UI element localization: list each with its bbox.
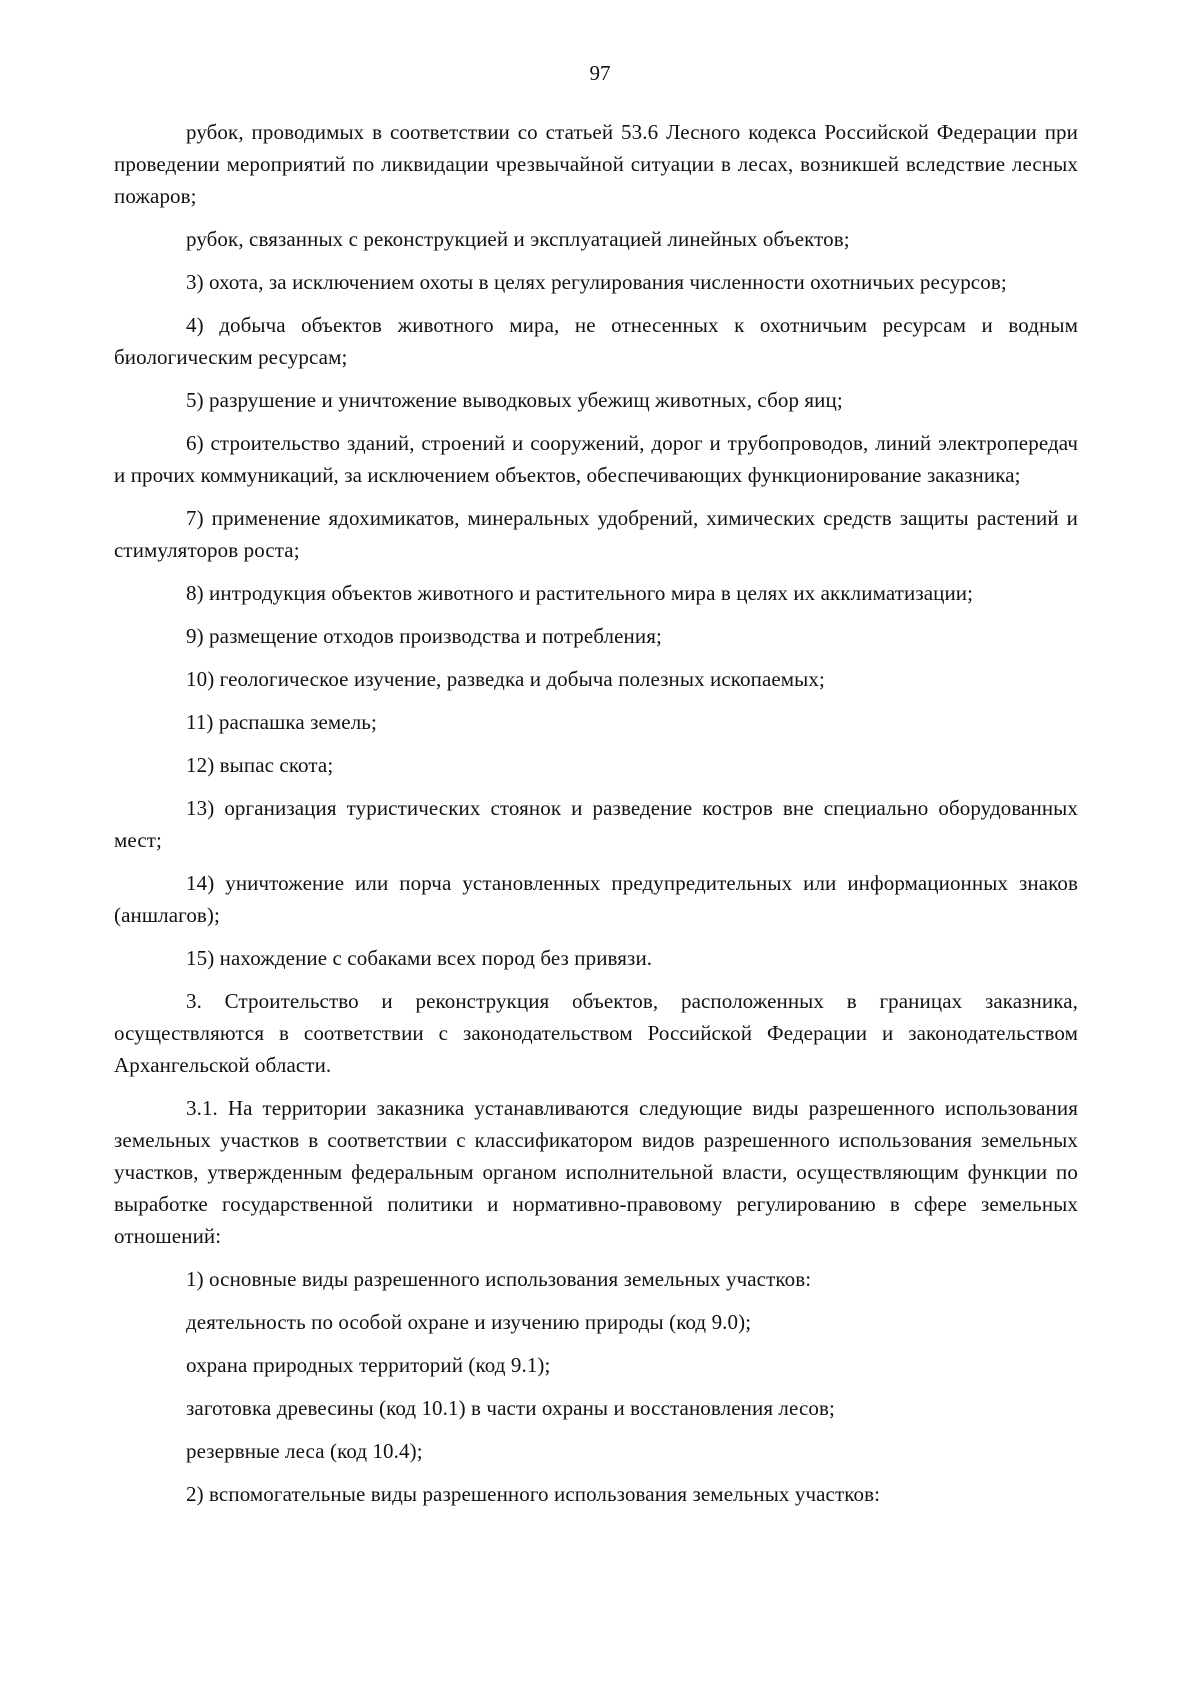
use-code-10-4: резервные леса (код 10.4); xyxy=(186,1439,423,1463)
section-3-construction: 3. Строительство и реконструкция объектов, расположенных в границах заказника, осуществляются в соответствии с законодательством Российской Федерации и законодательством Архангельской области. xyxy=(114,989,1078,1077)
use-code-10-1: заготовка древесины (код 10.1) в части охраны и восстановления лесов; xyxy=(186,1396,835,1420)
list-item-8-introduction: 8) интродукция объектов животного и растительного мира в целях их акклиматизации; xyxy=(186,581,974,605)
list-item-2-auxiliary-uses: 2) вспомогательные виды разрешенного использования земельных участков: xyxy=(186,1482,881,1506)
list-item-4-fauna: 4) добыча объектов животного мира, не отнесенных к охотничьим ресурсам и водным биологическим ресурсам; xyxy=(114,313,1078,369)
list-item-7-chemicals: 7) применение ядохимикатов, минеральных удобрений, химических средств защиты растений и стимуляторов роста; xyxy=(114,506,1078,562)
paragraph-logging-emergency: рубок, проводимых в соответствии со статьей 53.6 Лесного кодекса Российской Федерации при проведении мероприятий по ликвидации чрезвычайной ситуации в лесах, возникшей вследствие лесных пожаров; xyxy=(114,120,1078,208)
list-item-13-camps: 13) организация туристических стоянок и разведение костров вне специально оборудованных мест; xyxy=(114,796,1078,852)
list-item-10-geology: 10) геологическое изучение, разведка и добыча полезных ископаемых; xyxy=(186,667,825,691)
use-code-9-0: деятельность по особой охране и изучению природы (код 9.0); xyxy=(186,1310,752,1334)
list-item-15-dogs: 15) нахождение с собаками всех пород без привязи. xyxy=(186,946,653,970)
list-item-14-signs: 14) уничтожение или порча установленных предупредительных или информационных знаков (аншлагов); xyxy=(114,871,1078,927)
list-item-6-construction: 6) строительство зданий, строений и сооружений, дорог и трубопроводов, линий электропередач и прочих коммуникаций, за исключением объектов, обеспечивающих функционирование заказника; xyxy=(114,431,1078,487)
use-code-9-1: охрана природных территорий (код 9.1); xyxy=(186,1353,551,1377)
section-3-1-land-use: 3.1. На территории заказника устанавливаются следующие виды разрешенного использования земельных участков в соответствии с классификатором видов разрешенного использования земельных участков, утвержденным федеральным органом исполнительной власти, осуществляющим функции по выработке государственной политики и нормативно-правовому регулированию в сфере земельных отношений: xyxy=(114,1096,1078,1248)
paragraph-logging-linear-objects: рубок, связанных с реконструкцией и эксплуатацией линейных объектов; xyxy=(186,227,850,251)
list-item-9-waste: 9) размещение отходов производства и потребления; xyxy=(186,624,662,648)
list-item-11-plowing: 11) распашка земель; xyxy=(186,710,377,734)
list-item-5-shelters: 5) разрушение и уничтожение выводковых убежищ животных, сбор яиц; xyxy=(186,388,843,412)
document-body xyxy=(114,116,1078,1510)
list-item-1-main-uses: 1) основные виды разрешенного использования земельных участков: xyxy=(186,1267,812,1291)
page-number: 97 xyxy=(589,61,611,85)
list-item-3-hunting: 3) охота, за исключением охоты в целях регулирования численности охотничьих ресурсов; xyxy=(186,270,1007,294)
list-item-12-grazing: 12) выпас скота; xyxy=(186,753,334,777)
